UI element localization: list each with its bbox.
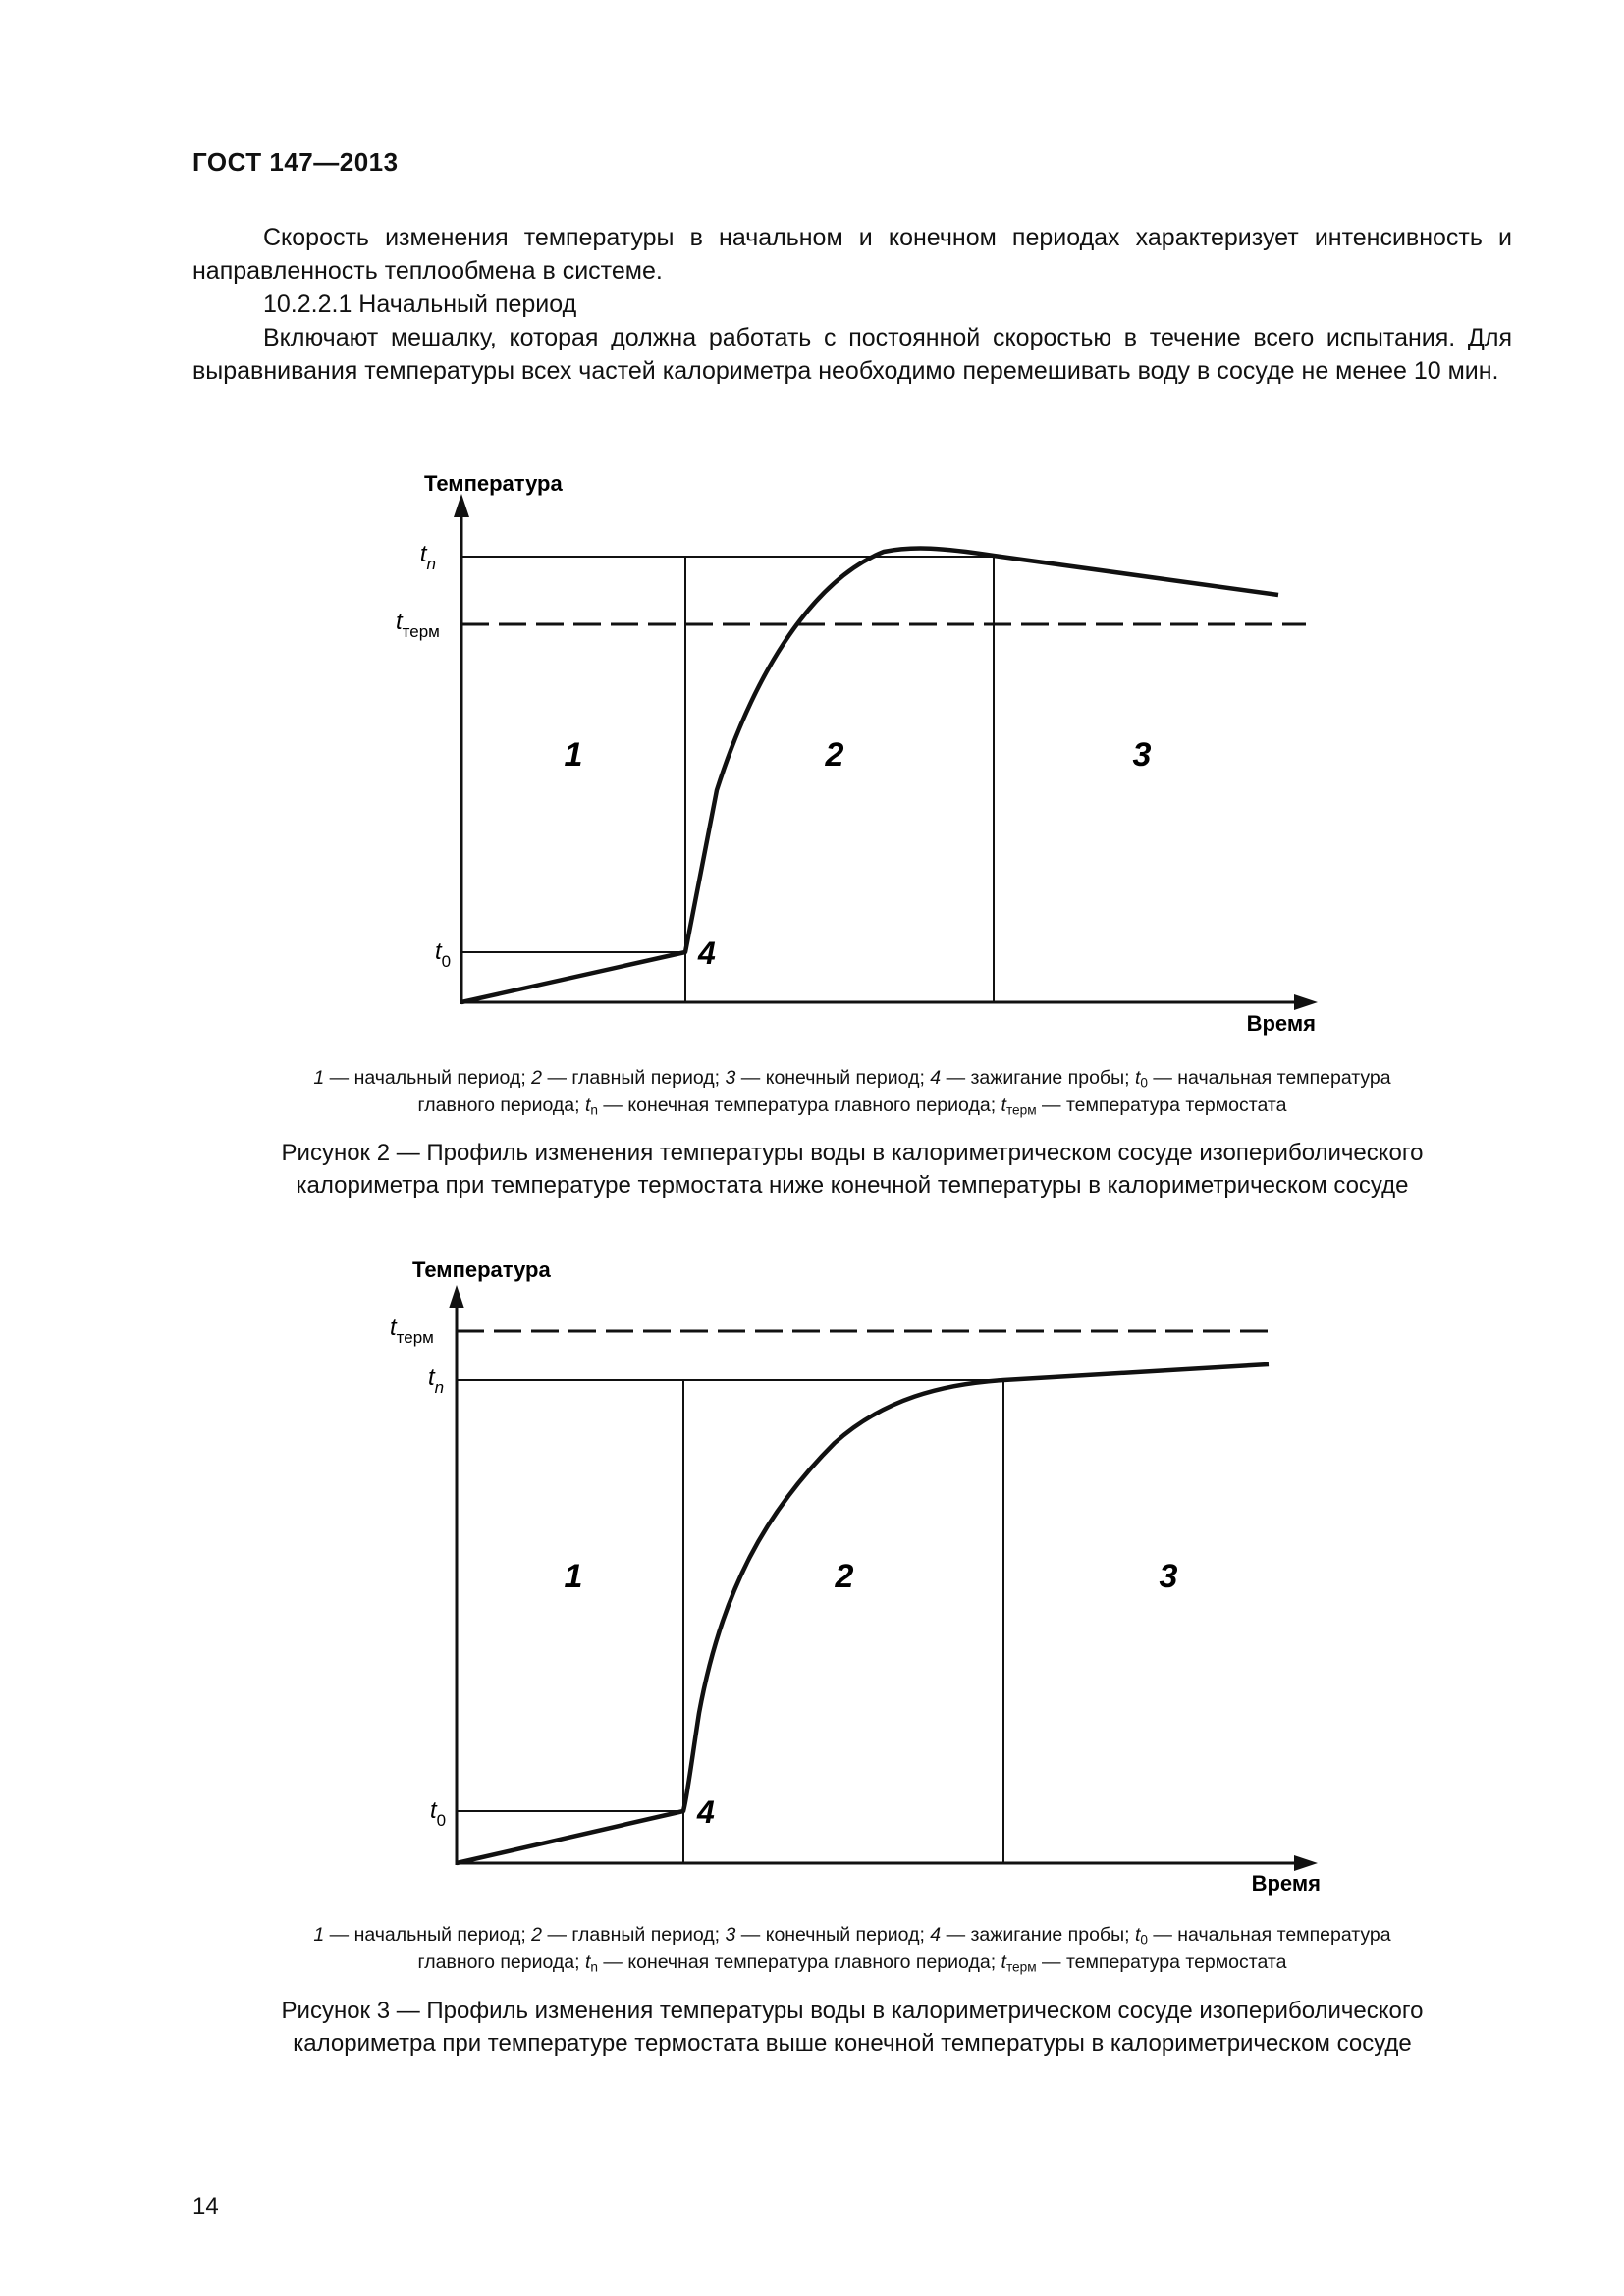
tterm-label: $t_{терм}$	[396, 609, 440, 641]
legend-tterm-sub: терм	[1005, 1102, 1037, 1118]
page-number: 14	[192, 2193, 219, 2219]
region-1-label: 1	[564, 736, 583, 774]
legend-t0-sub: 0	[1140, 1075, 1148, 1091]
y-axis-label: Температура	[424, 471, 563, 496]
figure-3-caption-line-1: Рисунок 3 — Профиль изменения температуры воды в калориметрическом сосуде изопериболического	[281, 1998, 1424, 2024]
legend-text-3: — конечный период;	[735, 1924, 931, 1946]
region-2-label: 2	[835, 1558, 854, 1595]
figure-3-chart	[0, 1247, 1624, 1914]
legend-t0-symbol: t	[1134, 1067, 1141, 1089]
region-2-label: 2	[825, 736, 844, 774]
region-3-label: 3	[1132, 736, 1152, 774]
x-axis-arrow-icon	[1294, 1855, 1318, 1871]
figure-2-chart	[0, 461, 1624, 1050]
ignition-label: 4	[697, 1794, 715, 1830]
legend-num-2: 2	[531, 1067, 543, 1089]
legend-text-3: — конечный период;	[735, 1067, 931, 1089]
legend-tn-sub: n	[590, 1959, 599, 1975]
x-axis-arrow-icon	[1294, 994, 1318, 1010]
figure-3-legend	[192, 1921, 1512, 1976]
legend-tterm-symbol: t	[1001, 1951, 1006, 1973]
legend-text-6: главного периода;	[417, 1951, 585, 1973]
legend-tterm-sub: терм	[1005, 1959, 1037, 1975]
legend-num-3: 3	[725, 1924, 736, 1946]
x-axis-label: Время	[1251, 1871, 1321, 1896]
legend-text-5: — начальная температура	[1147, 1067, 1391, 1089]
legend-tn-sub: n	[590, 1102, 599, 1118]
legend-text-4: — зажигание пробы;	[941, 1067, 1135, 1089]
figure-2-legend	[192, 1064, 1512, 1119]
y-axis-label: Температура	[412, 1257, 551, 1282]
figure-2-caption-line-2: калориметра при температуре термостата ниже конечной температуры в калориметрическом сосуде	[296, 1172, 1409, 1199]
section-heading-initial-period: 10.2.2.1 Начальный период	[263, 291, 577, 318]
legend-text-4: — зажигание пробы;	[941, 1924, 1135, 1946]
body-text	[192, 221, 1512, 388]
legend-num-2: 2	[531, 1924, 543, 1946]
figure-3-caption-line-2: калориметра при температуре термостата выше конечной температуры в калориметрическом сосуде	[293, 2030, 1412, 2056]
legend-text-7: — конечная температура главного периода;	[598, 1095, 1001, 1116]
legend-text-1: — начальный период;	[324, 1924, 532, 1946]
legend-num-1: 1	[313, 1067, 325, 1089]
legend-tterm-symbol: t	[1001, 1095, 1006, 1116]
legend-text-8: — температура термостата	[1036, 1951, 1287, 1973]
document-header: ГОСТ 147—2013	[192, 147, 399, 177]
figure-2-caption-line-1: Рисунок 2 — Профиль изменения температуры воды в калориметрическом сосуде изопериболического	[281, 1140, 1424, 1166]
legend-num-3: 3	[725, 1067, 736, 1089]
tn-label: $t_n$	[428, 1364, 445, 1397]
temperature-curve	[461, 549, 1278, 1002]
ignition-label: 4	[698, 935, 716, 971]
figure-3-caption	[192, 1995, 1512, 2059]
paragraph-heat-exchange: Скорость изменения температуры в начальном и конечном периодах характеризует интенсивность и направленность теплообмена в системе.	[192, 224, 1512, 285]
tterm-label: $t_{терм}$	[390, 1314, 434, 1347]
legend-t0-sub: 0	[1140, 1932, 1148, 1948]
legend-tn-symbol: t	[585, 1951, 591, 1973]
region-3-label: 3	[1159, 1558, 1178, 1595]
legend-text-1: — начальный период;	[324, 1067, 532, 1089]
paragraph-stirrer: Включают мешалку, которая должна работать с постоянной скоростью в течение всего испытания. Для выравнивания температуры всех частей калориметра необходимо перемешивать воду в сосуде не менее 10 мин.	[192, 324, 1512, 385]
legend-t0-symbol: t	[1134, 1924, 1141, 1946]
x-axis-label: Время	[1246, 1011, 1316, 1036]
legend-text-7: — конечная температура главного периода;	[598, 1951, 1001, 1973]
legend-num-1: 1	[313, 1924, 325, 1946]
y-axis-arrow-icon	[449, 1285, 464, 1308]
legend-text-2: — главный период;	[542, 1924, 726, 1946]
legend-text-2: — главный период;	[542, 1067, 726, 1089]
legend-text-8: — температура термостата	[1036, 1095, 1287, 1116]
y-axis-arrow-icon	[454, 494, 469, 517]
legend-text-6: главного периода;	[417, 1095, 585, 1116]
legend-tn-symbol: t	[585, 1095, 591, 1116]
tn-label: $t_n$	[419, 541, 436, 573]
figure-2-caption	[192, 1137, 1512, 1201]
t0-label: $t_0$	[435, 938, 452, 971]
t0-label: $t_0$	[430, 1797, 447, 1830]
legend-num-4: 4	[930, 1924, 942, 1946]
legend-text-5: — начальная температура	[1147, 1924, 1391, 1946]
legend-num-4: 4	[930, 1067, 942, 1089]
temperature-curve	[457, 1364, 1269, 1863]
region-1-label: 1	[564, 1558, 583, 1595]
